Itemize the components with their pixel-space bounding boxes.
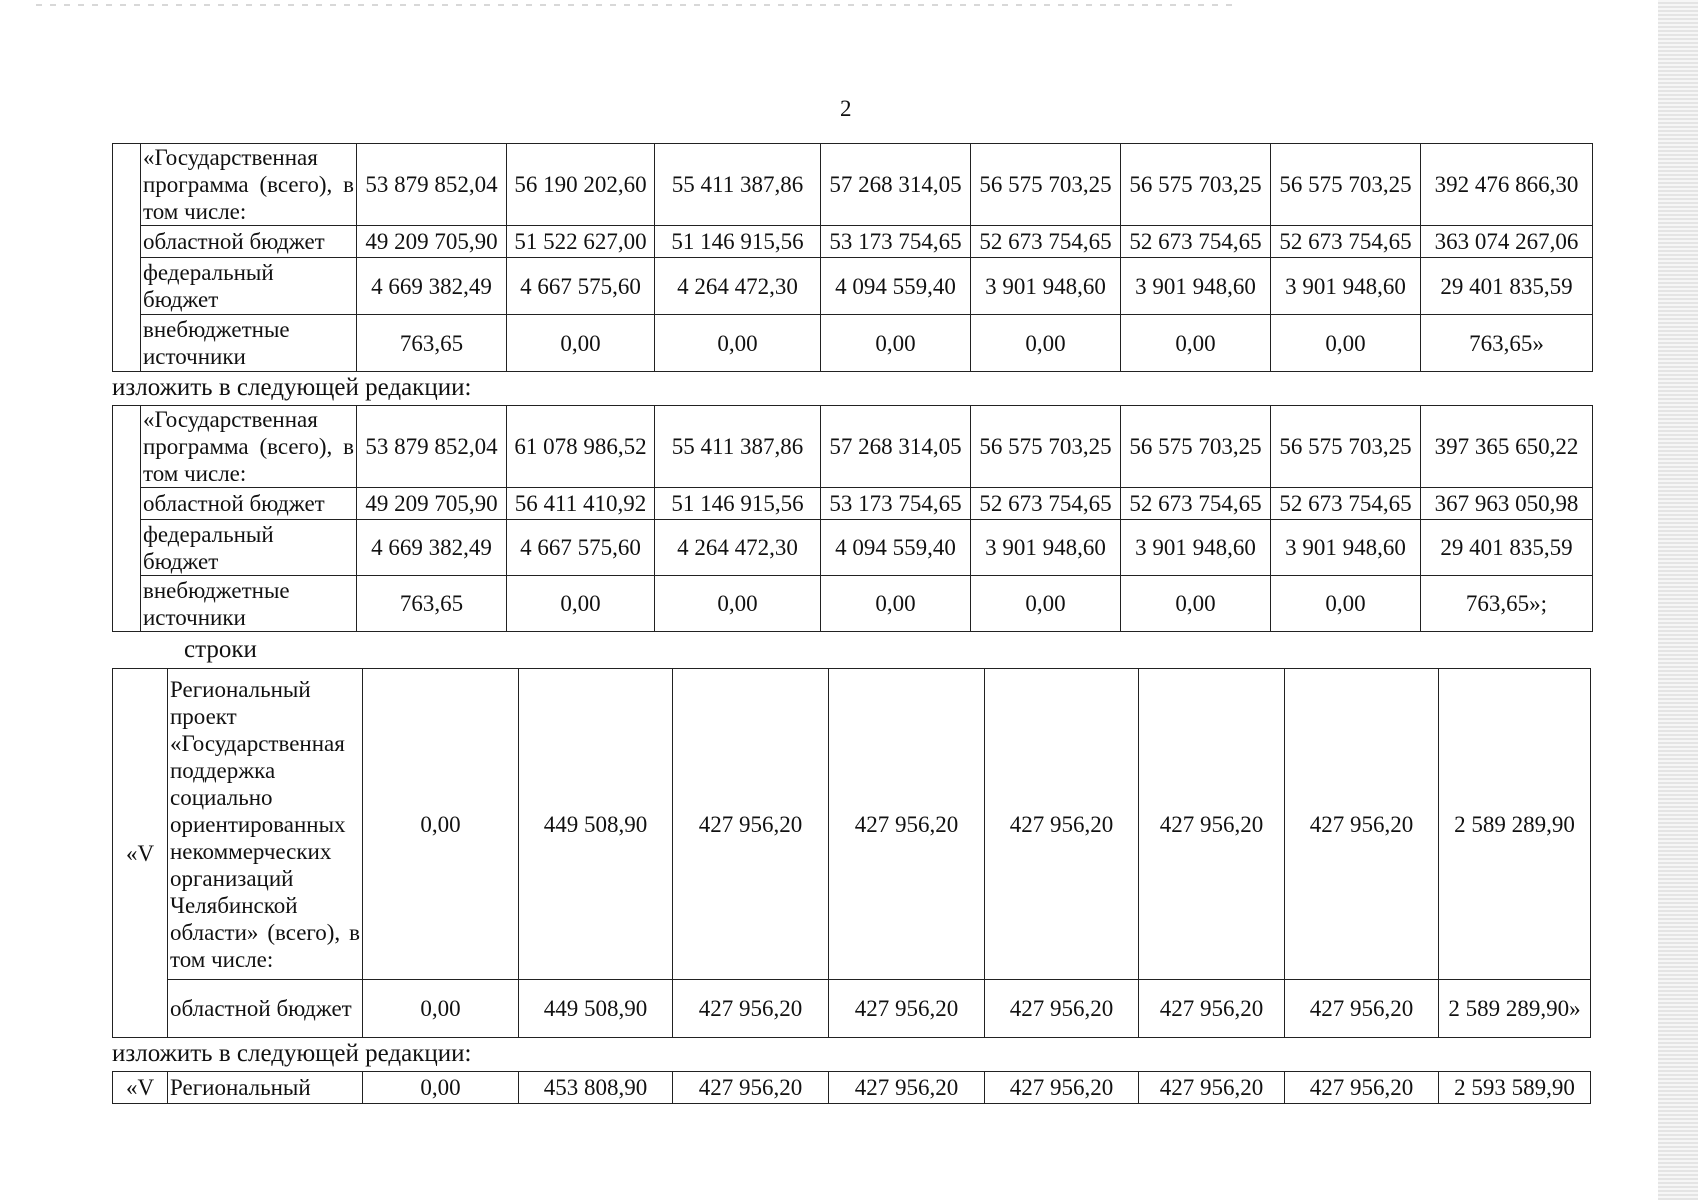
- total-cell: 367 963 050,98: [1421, 488, 1593, 520]
- value-cell: 3 901 948,60: [971, 520, 1121, 576]
- empty-marker-cell: [113, 144, 141, 372]
- table-row: [113, 315, 1593, 372]
- row-label: внебюджетные источники: [141, 315, 357, 372]
- value-cell: 55 411 387,86: [655, 406, 821, 488]
- value-cell: 52 673 754,65: [1271, 226, 1421, 258]
- value-cell: 763,65: [357, 315, 507, 372]
- total-cell: 29 401 835,59: [1421, 520, 1593, 576]
- value-cell: 427 956,20: [985, 980, 1139, 1038]
- value-cell: 427 956,20: [1285, 980, 1439, 1038]
- row-label: федеральный бюджет: [141, 520, 357, 576]
- value-cell: 449 508,90: [519, 980, 673, 1038]
- total-cell: 2 589 289,90»: [1439, 980, 1591, 1038]
- value-cell: 56 575 703,25: [1271, 406, 1421, 488]
- total-cell: 2 589 289,90: [1439, 669, 1591, 980]
- total-cell: 397 365 650,22: [1421, 406, 1593, 488]
- row-label: областной бюджет: [141, 226, 357, 258]
- value-cell: 0,00: [363, 1072, 519, 1104]
- value-cell: 53 173 754,65: [821, 488, 971, 520]
- row-label: федеральный бюджет: [141, 258, 357, 315]
- value-cell: 427 956,20: [1139, 1072, 1285, 1104]
- value-cell: 0,00: [363, 669, 519, 980]
- value-cell: 52 673 754,65: [971, 226, 1121, 258]
- value-cell: 52 673 754,65: [971, 488, 1121, 520]
- table-row: [113, 226, 1593, 258]
- value-cell: 56 575 703,25: [1121, 144, 1271, 226]
- row-label: областной бюджет: [141, 488, 357, 520]
- table-row: [113, 144, 1593, 226]
- value-cell: 0,00: [507, 315, 655, 372]
- value-cell: 4 667 575,60: [507, 258, 655, 315]
- value-cell: 51 522 627,00: [507, 226, 655, 258]
- section-caption: изложить в следующей редакции:: [112, 1040, 472, 1067]
- value-cell: 53 879 852,04: [357, 144, 507, 226]
- value-cell: 427 956,20: [1285, 1072, 1439, 1104]
- row-label: Региональный: [168, 1072, 363, 1104]
- value-cell: 427 956,20: [673, 1072, 829, 1104]
- value-cell: 0,00: [821, 315, 971, 372]
- total-cell: 392 476 866,30: [1421, 144, 1593, 226]
- value-cell: 55 411 387,86: [655, 144, 821, 226]
- table-row: [113, 488, 1593, 520]
- value-cell: 0,00: [655, 576, 821, 632]
- value-cell: 0,00: [1121, 576, 1271, 632]
- row-label: областной бюджет: [168, 980, 363, 1038]
- value-cell: 427 956,20: [829, 980, 985, 1038]
- value-cell: 0,00: [1271, 315, 1421, 372]
- value-cell: 3 901 948,60: [1121, 258, 1271, 315]
- value-cell: 52 673 754,65: [1271, 488, 1421, 520]
- scan-noise: [36, 4, 1236, 6]
- table-row: [113, 258, 1593, 315]
- value-cell: 51 146 915,56: [655, 488, 821, 520]
- table-row: [113, 1072, 1591, 1104]
- value-cell: 56 190 202,60: [507, 144, 655, 226]
- table-row: [113, 520, 1593, 576]
- value-cell: 53 879 852,04: [357, 406, 507, 488]
- value-cell: 56 575 703,25: [1271, 144, 1421, 226]
- value-cell: 763,65: [357, 576, 507, 632]
- value-cell: 427 956,20: [829, 669, 985, 980]
- value-cell: 0,00: [655, 315, 821, 372]
- section-caption: строки: [184, 636, 257, 663]
- value-cell: 57 268 314,05: [821, 406, 971, 488]
- value-cell: 0,00: [971, 315, 1121, 372]
- value-cell: 3 901 948,60: [1271, 520, 1421, 576]
- value-cell: 49 209 705,90: [357, 488, 507, 520]
- value-cell: 427 956,20: [673, 669, 829, 980]
- value-cell: 61 078 986,52: [507, 406, 655, 488]
- regional-project-table-original: [112, 668, 1591, 1038]
- section-marker: «V: [113, 1072, 168, 1104]
- value-cell: 0,00: [971, 576, 1121, 632]
- total-cell: 29 401 835,59: [1421, 258, 1593, 315]
- value-cell: 427 956,20: [985, 1072, 1139, 1104]
- value-cell: 0,00: [1121, 315, 1271, 372]
- value-cell: 57 268 314,05: [821, 144, 971, 226]
- value-cell: 56 575 703,25: [1121, 406, 1271, 488]
- value-cell: 3 901 948,60: [971, 258, 1121, 315]
- total-cell: 363 074 267,06: [1421, 226, 1593, 258]
- value-cell: 4 669 382,49: [357, 258, 507, 315]
- value-cell: 52 673 754,65: [1121, 226, 1271, 258]
- value-cell: 3 901 948,60: [1121, 520, 1271, 576]
- value-cell: 4 264 472,30: [655, 520, 821, 576]
- value-cell: 4 264 472,30: [655, 258, 821, 315]
- row-label: «Государственная программа (всего), в том числе:: [141, 406, 357, 488]
- budget-table-original: [112, 143, 1593, 372]
- value-cell: 449 508,90: [519, 669, 673, 980]
- section-marker: «V: [113, 669, 168, 1038]
- value-cell: 51 146 915,56: [655, 226, 821, 258]
- total-cell: 2 593 589,90: [1439, 1072, 1591, 1104]
- row-label: «Государственная программа (всего), в том числе:: [141, 144, 357, 226]
- value-cell: 4 667 575,60: [507, 520, 655, 576]
- value-cell: 427 956,20: [673, 980, 829, 1038]
- value-cell: 4 094 559,40: [821, 520, 971, 576]
- table-row: [113, 406, 1593, 488]
- value-cell: 52 673 754,65: [1121, 488, 1271, 520]
- value-cell: 427 956,20: [985, 669, 1139, 980]
- value-cell: 427 956,20: [1139, 669, 1285, 980]
- table-row: [113, 669, 1591, 980]
- value-cell: 0,00: [821, 576, 971, 632]
- total-cell: 763,65»;: [1421, 576, 1593, 632]
- row-label: внебюджетные источники: [141, 576, 357, 632]
- empty-marker-cell: [113, 406, 141, 632]
- value-cell: 427 956,20: [1139, 980, 1285, 1038]
- regional-project-table-revised: [112, 1071, 1591, 1104]
- value-cell: 56 575 703,25: [971, 144, 1121, 226]
- table-row: [113, 576, 1593, 632]
- total-cell: 763,65»: [1421, 315, 1593, 372]
- value-cell: 49 209 705,90: [357, 226, 507, 258]
- value-cell: 56 411 410,92: [507, 488, 655, 520]
- row-label: Региональный проект «Государственная поддержка социально ориентированных некоммерческих организаций Челябинской области» (всего), в том числе:: [168, 669, 363, 980]
- value-cell: 0,00: [363, 980, 519, 1038]
- table-row: [113, 980, 1591, 1038]
- value-cell: 53 173 754,65: [821, 226, 971, 258]
- scan-edge: [1658, 0, 1698, 1200]
- page-number: 2: [840, 96, 852, 121]
- budget-table-revised: [112, 405, 1593, 632]
- value-cell: 3 901 948,60: [1271, 258, 1421, 315]
- value-cell: 427 956,20: [1285, 669, 1439, 980]
- value-cell: 427 956,20: [829, 1072, 985, 1104]
- value-cell: 4 094 559,40: [821, 258, 971, 315]
- value-cell: 56 575 703,25: [971, 406, 1121, 488]
- value-cell: 4 669 382,49: [357, 520, 507, 576]
- value-cell: 0,00: [1271, 576, 1421, 632]
- value-cell: 0,00: [507, 576, 655, 632]
- section-caption: изложить в следующей редакции:: [112, 374, 472, 401]
- value-cell: 453 808,90: [519, 1072, 673, 1104]
